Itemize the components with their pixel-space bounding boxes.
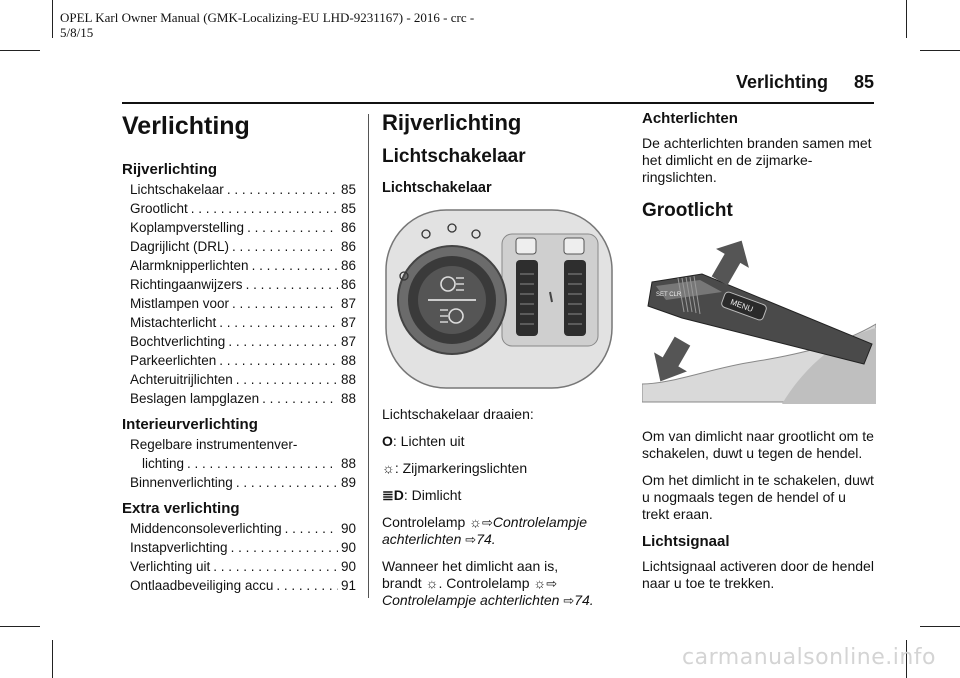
toc-leader [213, 557, 338, 576]
toc-item-label: Achteruitrijlichten [130, 372, 233, 387]
toc-item-page: 86 [340, 258, 356, 273]
toc-item-page: 89 [340, 475, 356, 490]
toc-item[interactable] [122, 351, 356, 370]
chapter-toc [122, 108, 356, 603]
side-marker-icon: ☼ [382, 460, 395, 476]
crop-mark [920, 50, 960, 51]
toc-leader [228, 332, 338, 351]
toc-group-rijverlichting [122, 161, 356, 408]
dipped-beam-icon: ≣D [382, 487, 404, 503]
header-rule [122, 102, 874, 104]
toc-item-label: Bochtverlichting [130, 334, 226, 349]
toc-leader [219, 313, 338, 332]
toc-leader [232, 294, 338, 313]
column-achterlichten [642, 108, 876, 602]
toc-item-label: Instapverlichting [130, 540, 228, 555]
toc-item-label: Mistlampen voor [130, 296, 230, 311]
page-ref-arrow-icon: ⇨ [482, 515, 493, 530]
side-marker-icon: ☼ [469, 514, 482, 530]
column-rijverlichting [382, 108, 616, 619]
toc-leader [187, 454, 338, 473]
toc-item[interactable] [122, 389, 356, 408]
toc-item-label: Middenconsoleverlichting [130, 521, 282, 536]
toc-leader [252, 256, 338, 275]
dipped-note-ref[interactable]: Controlelampje achterlichten [382, 592, 560, 608]
toc-item-label: Verlichting uit [130, 559, 211, 574]
light-switch-illustration [382, 204, 616, 394]
toc-group-interieur [122, 416, 356, 492]
toc-item-label: Koplampverstelling [130, 220, 245, 235]
off-icon: O [382, 433, 393, 449]
toc-item[interactable] [122, 237, 356, 256]
toc-item-page: 88 [340, 456, 356, 471]
crop-mark [52, 640, 53, 678]
high-beam-text-1: Om van dimlicht naar grootlicht om te schakelen, duwt u tegen de hendel. [642, 428, 874, 461]
toc-leader [236, 370, 338, 389]
toc-leader [285, 519, 338, 538]
running-head [600, 72, 874, 93]
high-beam-stalk-illustration [642, 234, 876, 414]
crop-mark [52, 0, 53, 38]
toc-leader [247, 218, 338, 237]
page-ref-arrow-icon: ⇨ [546, 576, 558, 591]
toc-item[interactable] [122, 557, 356, 576]
toc-item[interactable] [122, 256, 356, 275]
crop-mark [0, 626, 40, 627]
toc-leader [262, 389, 338, 408]
subsection-title-rear: Achterlichten [642, 110, 738, 127]
side-marker-icon: ☼ [533, 575, 547, 591]
toc-item-page: 88 [340, 372, 356, 387]
position-side-text: : Zijmarkeringslichten [394, 460, 528, 476]
toc-item[interactable] [122, 538, 356, 557]
toc-item[interactable] [122, 435, 356, 473]
position-off [382, 433, 616, 450]
toc-leader [236, 473, 338, 492]
position-dipped [382, 487, 616, 504]
toc-item-page: 87 [340, 334, 356, 349]
toc-leader [232, 237, 338, 256]
crop-mark [920, 626, 960, 627]
toc-item[interactable] [122, 519, 356, 538]
toc-item-label-line2: lichting [142, 456, 185, 471]
running-head-section: Verlichting [735, 72, 828, 92]
print-meta-line2: 5/8/15 [60, 25, 94, 40]
watermark-text: carmanualsonline.info [682, 645, 936, 670]
toc-item-label: Alarmknipperlichten [130, 258, 249, 273]
toc-item-page: 90 [340, 521, 356, 536]
toc-item-page: 85 [340, 201, 356, 216]
control-lamp-ref[interactable]: Controlelampje achterlichten [382, 514, 588, 547]
side-marker-icon: ☼ [425, 575, 439, 591]
subsection-title-signal: Lichtsignaal [642, 533, 730, 550]
stalk-menu-label: MENU [729, 297, 755, 314]
control-lamp-page[interactable]: 74. [476, 531, 496, 547]
toc-leader [191, 199, 338, 218]
toc-item[interactable] [122, 473, 356, 492]
chapter-title: Verlichting [122, 112, 250, 140]
toc-item-label: Mistachterlicht [130, 315, 217, 330]
toc-item[interactable] [122, 275, 356, 294]
toc-heading: Extra verlichting [122, 500, 240, 517]
dipped-note-line1: Wanneer het dimlicht aan is, [382, 558, 559, 574]
switch-caption: Lichtschakelaar draaien: [382, 406, 534, 422]
stalk-set-label: SET CLR [656, 292, 682, 298]
toc-item[interactable] [122, 199, 356, 218]
toc-item-label: Binnenverlichting [130, 475, 233, 490]
dipped-note-page[interactable]: 74. [574, 592, 594, 608]
toc-item[interactable] [122, 332, 356, 351]
headlight-flash-text: Lichtsignaal activeren door de hendel naar u toe te trekken. [642, 558, 874, 591]
toc-item-page: 86 [340, 277, 356, 292]
position-off-text: : Lichten uit [392, 433, 465, 449]
toc-leader [276, 576, 338, 595]
page-number: 85 [853, 72, 874, 92]
toc-item[interactable] [122, 218, 356, 237]
toc-item-page: 90 [340, 540, 356, 555]
toc-item-label: Lichtschakelaar [130, 182, 224, 197]
toc-item[interactable] [122, 180, 356, 199]
position-dipped-text: : Dimlicht [403, 487, 462, 503]
print-meta-line1: OPEL Karl Owner Manual (GMK-Localizing-EU LHD-9231167) - 2016 - crc - [60, 10, 475, 25]
dipped-beam-note [382, 558, 616, 609]
toc-item-page: 88 [340, 391, 356, 406]
toc-item-page: 86 [340, 239, 356, 254]
toc-group-extra [122, 500, 356, 595]
position-side [382, 460, 616, 477]
subsection-title: Lichtschakelaar [382, 146, 526, 167]
toc-leader [227, 180, 338, 199]
toc-item-label: Ontlaadbeveiliging accu [130, 578, 274, 593]
column-rule [368, 114, 369, 598]
toc-item-label: Parkeerlichten [130, 353, 217, 368]
toc-heading: Interieurverlichting [122, 416, 258, 433]
section-title: Rijverlichting [382, 110, 522, 135]
toc-item-page: 86 [340, 220, 356, 235]
page-ref-arrow-icon: ⇨ [465, 532, 477, 547]
toc-item-label: Dagrijlicht (DRL) [130, 239, 230, 254]
toc-item-label-line1: Regelbare instrumentenver- [130, 437, 298, 452]
toc-leader [246, 275, 338, 294]
toc-item-label: Grootlicht [130, 201, 188, 216]
toc-item-page: 85 [340, 182, 356, 197]
page-ref-arrow-icon: ⇨ [563, 593, 575, 608]
toc-item-label: Richtingaanwijzers [130, 277, 243, 292]
print-meta [60, 10, 474, 40]
toc-item-label: Beslagen lampglazen [130, 391, 260, 406]
dipped-note-lead: brandt [382, 575, 422, 591]
control-lamp-lead: Controlelamp [382, 514, 466, 530]
watermark [636, 645, 936, 670]
figure-heading: Lichtschakelaar [382, 180, 492, 196]
toc-item[interactable] [122, 576, 356, 595]
toc-item-page: 91 [340, 578, 356, 593]
toc-item[interactable] [122, 294, 356, 313]
control-lamp-note [382, 514, 616, 548]
toc-item-page: 90 [340, 559, 356, 574]
subsection-title-high: Grootlicht [642, 200, 733, 221]
dipped-note-mid: . Controlelamp [438, 575, 530, 591]
toc-item-page: 87 [340, 296, 356, 311]
rear-lights-text: De achterlichten branden samen met het dimlicht en de zijmarkeringslichten. [642, 135, 872, 185]
crop-mark [906, 0, 907, 38]
toc-item-page: 87 [340, 315, 356, 330]
crop-mark [0, 50, 40, 51]
toc-item-page: 88 [340, 353, 356, 368]
high-beam-text-2: Om het dimlicht in te schakelen, duwt u nogmaals tegen de hendel of u trekt eraan. [642, 472, 874, 522]
toc-leader [231, 538, 338, 557]
toc-item[interactable] [122, 370, 356, 389]
toc-heading: Rijverlichting [122, 161, 218, 178]
toc-leader [219, 351, 338, 370]
toc-item[interactable] [122, 313, 356, 332]
